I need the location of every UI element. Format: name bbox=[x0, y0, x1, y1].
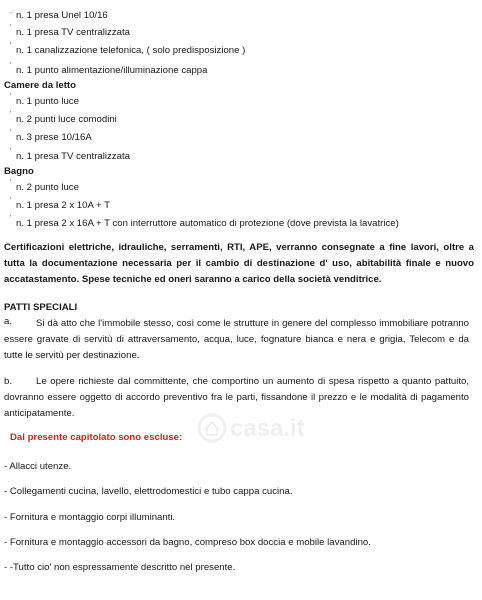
section-heading-escluse: Dal presente capitolato sono escluse: bbox=[10, 432, 183, 443]
list-item: - -Tutto cio' non espressamente descritto nel presente. bbox=[4, 562, 236, 573]
bullet-marker: ' bbox=[10, 23, 12, 32]
bullet-marker: . bbox=[10, 6, 13, 15]
bullet-marker: ' bbox=[10, 147, 12, 156]
bullet-marker: ' bbox=[10, 92, 12, 101]
bullet-marker: ' bbox=[10, 214, 12, 223]
certificazioni-paragraph: Certificazioni elettriche, idrauliche, serramenti, RTI, APE, verranno consegnate a fine lavori, oltre a tutta la documentazione necessaria per il cambio di destinazione d' uso, abitabilità finale e nuovo accatastamento. Spese tecniche ed oneri saranno a carico della società venditrice. bbox=[4, 242, 474, 285]
item-marker: a. bbox=[4, 316, 13, 327]
section-heading-camere: Camere da letto bbox=[4, 80, 76, 91]
list-item: n. 3 prese 10/16A bbox=[16, 132, 92, 143]
bullet-marker: ' bbox=[10, 110, 12, 119]
bullet-marker: ' bbox=[10, 128, 12, 137]
list-item: n. 1 presa 2 x 16A + T con interruttore automatico di protezione (dove prevista la lavatrice) bbox=[16, 218, 399, 229]
list-item: n. 1 presa 2 x 10A + T bbox=[16, 200, 110, 211]
bullet-marker: ' bbox=[10, 196, 12, 205]
list-item: - Fornitura e montaggio accessori da bagno, compreso box doccia e mobile lavandino. bbox=[4, 537, 371, 548]
item-marker: b. bbox=[4, 376, 13, 387]
list-item: - Fornitura e montaggio corpi illuminanti. bbox=[4, 512, 176, 523]
bullet-marker: ' bbox=[10, 41, 12, 50]
list-item: n. 2 punti luce comodini bbox=[16, 114, 117, 125]
patti-a-text: Si dà atto che l'immobile stesso, così come le strutture in genere del complesso immobiliare potranno essere gravate di servitù di attraversamento, acqua, luce, fognature bianca e nera e grigia, Telecom e da tutte le servitù per destinazione. bbox=[4, 318, 469, 361]
list-item: - Collegamenti cucina, lavello, elettrodomestici e tubo cappa cucina. bbox=[4, 486, 293, 497]
list-item: n. 1 punto luce bbox=[16, 96, 79, 107]
bullet-marker: ' bbox=[10, 178, 12, 187]
list-item: n. 1 canalizzazione telefonica, ( solo predisposizione ) bbox=[16, 45, 246, 56]
list-item: n. 1 presa Unel 10/16 bbox=[16, 10, 108, 21]
patti-b-text: Le opere richieste dal committente, che comportino un aumento di spesa rispetto a quanto pattuito, dovranno essere oggetto di accordo preventivo fra le parti, fissandone il prezzo e le modalità di pagamento anticipatamente. bbox=[4, 376, 469, 419]
section-heading-patti: PATTI SPECIALI bbox=[4, 302, 78, 313]
list-item: n. 1 punto alimentazione/illuminazione cappa bbox=[16, 65, 208, 76]
list-item: n. 1 presa TV centralizzata bbox=[16, 27, 130, 38]
bullet-marker: ' bbox=[10, 61, 12, 70]
section-heading-bagno: Bagno bbox=[4, 166, 34, 177]
list-item: n. 1 presa TV centralizzata bbox=[16, 151, 130, 162]
list-item: - Allacci utenze. bbox=[4, 461, 72, 472]
list-item: n. 2 punto luce bbox=[16, 182, 79, 193]
watermark-text: casa.it bbox=[230, 415, 305, 442]
